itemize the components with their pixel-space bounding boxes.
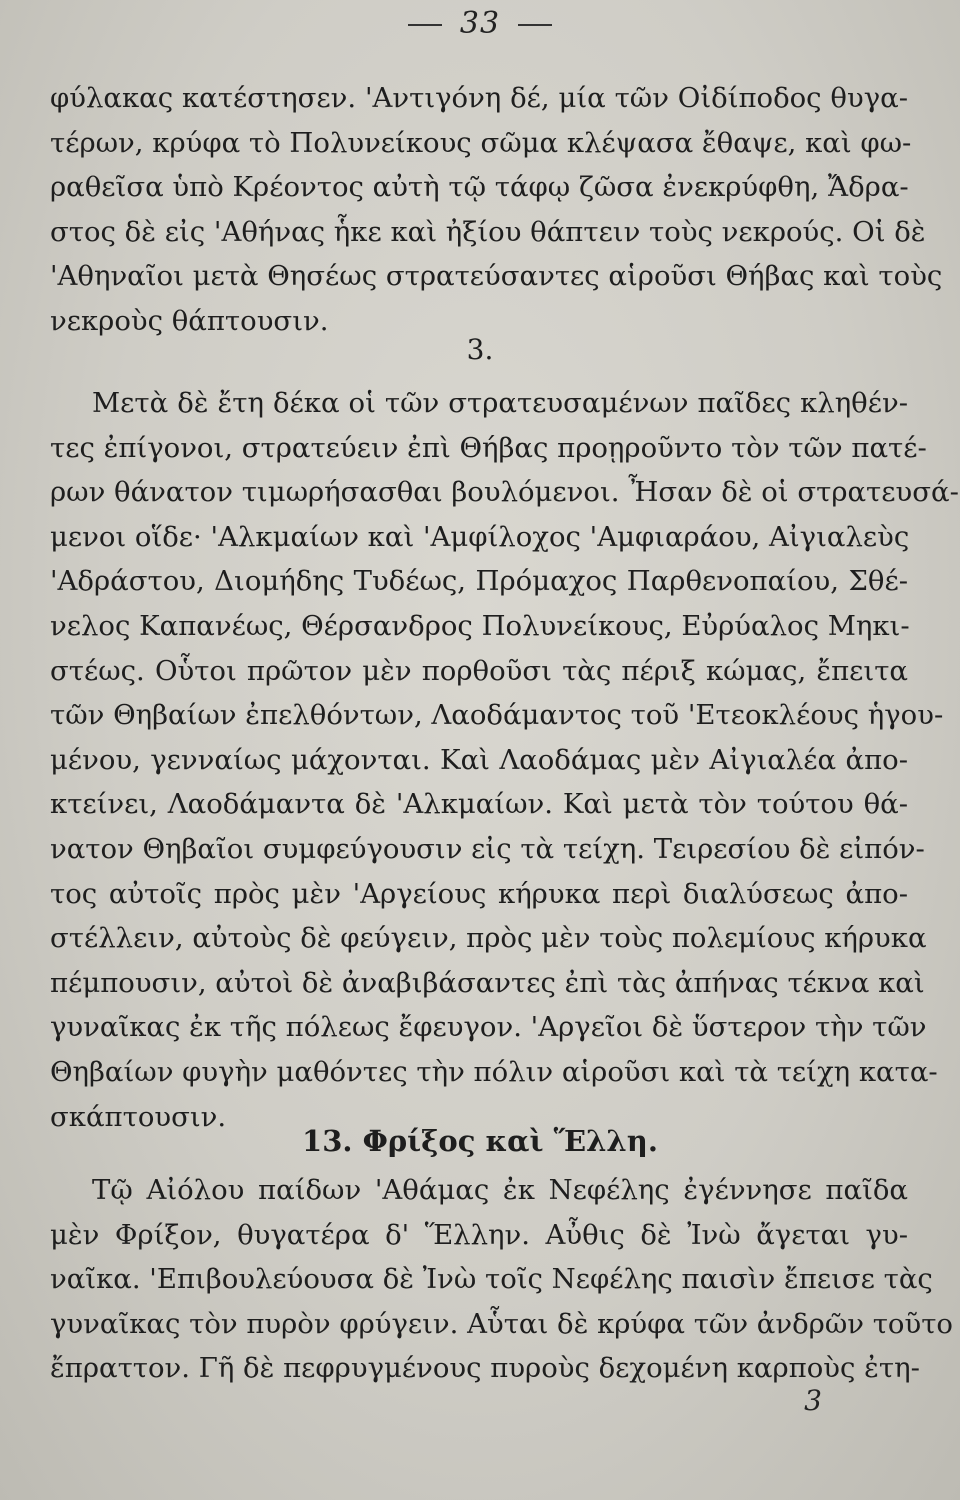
text-line: μὲν Φρίξον, θυγατέρα δ' Ἕλλην. Αὖθις δὲ Ἰνὼ ἄγεται γυ- — [50, 1218, 908, 1251]
text-line: 'Αθηναῖοι μετὰ Θησέως στρατεύσαντες αἱροῦσι Θήβας καὶ τοὺς — [50, 260, 943, 293]
text-line: στέλλειν, αὐτοὺς δὲ φεύγειν, πρὸς μὲν τοὺς πολεμίους κήρυκα — [50, 922, 927, 955]
text-line: πέμπουσιν, αὐτοὶ δὲ ἀναβιβάσαντες ἐπὶ τὰς ἀπήνας τέκνα καὶ — [50, 966, 925, 999]
text-line: μενοι οἵδε· 'Αλκμαίων καὶ 'Αμφίλοχος 'Αμφιαράου, Αἰγιαλεὺς — [50, 520, 910, 553]
text-line: φύλακας κατέστησεν. 'Αντιγόνη δέ, μία τῶν Οἰδίποδος θυγα- — [50, 82, 908, 114]
text-line: ναῖκα. 'Επιβουλεύουσα δὲ Ἰνὼ τοῖς Νεφέλης παισὶν ἔπεισε τὰς — [50, 1263, 933, 1296]
text-line: τος αὐτοῖς πρὸς μὲν 'Αργείους κήρυκα περὶ διαλύσεως ἀπο- — [50, 877, 908, 910]
text-line: σκάπτουσιν. — [50, 1100, 227, 1133]
text-line: ρων θάνατον τιμωρήσασθαι βουλόμενοι. Ἦσαν δὲ οἱ στρατευσά- — [50, 476, 959, 509]
text-line: ραθεῖσα ὑπὸ Κρέοντος αὐτὴ τῷ τάφῳ ζῶσα ἐνεκρύφθη, Ἄδρα- — [50, 171, 909, 204]
signature-mark: 3 — [804, 1384, 822, 1417]
section-number: 3. — [466, 333, 494, 366]
text-line: στέως. Οὗτοι πρῶτον μὲν πορθοῦσι τὰς πέριξ κώμας, ἔπειτα — [50, 654, 908, 687]
paragraph-1 — [50, 76, 943, 344]
text-line: τες ἐπίγονοι, στρατεύειν ἐπὶ Θήβας προῃροῦντο τὸν τῶν πατέ- — [50, 431, 927, 464]
text-line: 'Αδράστου, Διομήδης Τυδέως, Πρόμαχος Παρθενοπαίου, Σθέ- — [50, 565, 908, 598]
text-line: κτείνει, Λαοδάμαντα δὲ 'Αλκμαίων. Καὶ μετὰ τὸν τούτου θά- — [50, 788, 908, 821]
chapter-heading: 13. Φρίξος καὶ Ἕλλη. — [302, 1124, 658, 1158]
page-header — [0, 6, 960, 41]
paragraph-2 — [50, 381, 959, 1139]
paragraph-3 — [50, 1168, 953, 1391]
text-line: νεκροὺς θάπτουσιν. — [50, 304, 329, 337]
page-number: 33 — [459, 6, 501, 41]
text-line: μένου, γενναίως μάχονται. Καὶ Λαοδάμας μὲν Αἰγιαλέα ἀπο- — [50, 743, 908, 776]
text-line: τέρων, κρύφα τὸ Πολυνείκους σῶμα κλέψασα ἔθαψε, καὶ φω- — [50, 126, 912, 159]
text-line: στος δὲ εἰς 'Αθήνας ἧκε καὶ ἠξίου θάπτειν τοὺς νεκρούς. Οἱ δὲ — [50, 215, 926, 248]
right-dash — [518, 24, 552, 26]
text-line: Μετὰ δὲ ἔτη δέκα οἱ τῶν στρατευσαμένων παῖδες κληθέν- — [92, 387, 908, 419]
text-line: τῶν Θηβαίων ἐπελθόντων, Λαοδάμαντος τοῦ 'Ετεοκλέους ἡγου- — [50, 699, 944, 732]
left-dash — [408, 24, 442, 26]
text-line: Τῷ Αἰόλου παίδων 'Αθάμας ἐκ Νεφέλης ἐγέννησε παῖδα — [92, 1174, 908, 1206]
text-line: ἔπραττον. Γῆ δὲ πεφρυγμένους πυροὺς δεχομένη καρποὺς ἐτη- — [50, 1352, 920, 1385]
text-line: νελος Καπανέως, Θέρσανδρος Πολυνείκους, Εὐρύαλος Μηκι- — [50, 609, 910, 642]
text-line: γυναῖκας ἐκ τῆς πόλεως ἔφευγον. 'Αργεῖοι δὲ ὕστερον τὴν τῶν — [50, 1011, 927, 1044]
text-line: γυναῖκας τὸν πυρὸν φρύγειν. Αὗται δὲ κρύφα τῶν ἀνδρῶν τοῦτο — [50, 1307, 953, 1340]
text-line: νατον Θηβαῖοι συμφεύγουσιν εἰς τὰ τείχη. Τειρεσίου δὲ εἰπόν- — [50, 832, 925, 865]
text-line: Θηβαίων φυγὴν μαθόντες τὴν πόλιν αἱροῦσι καὶ τὰ τείχη κατα- — [50, 1055, 938, 1088]
